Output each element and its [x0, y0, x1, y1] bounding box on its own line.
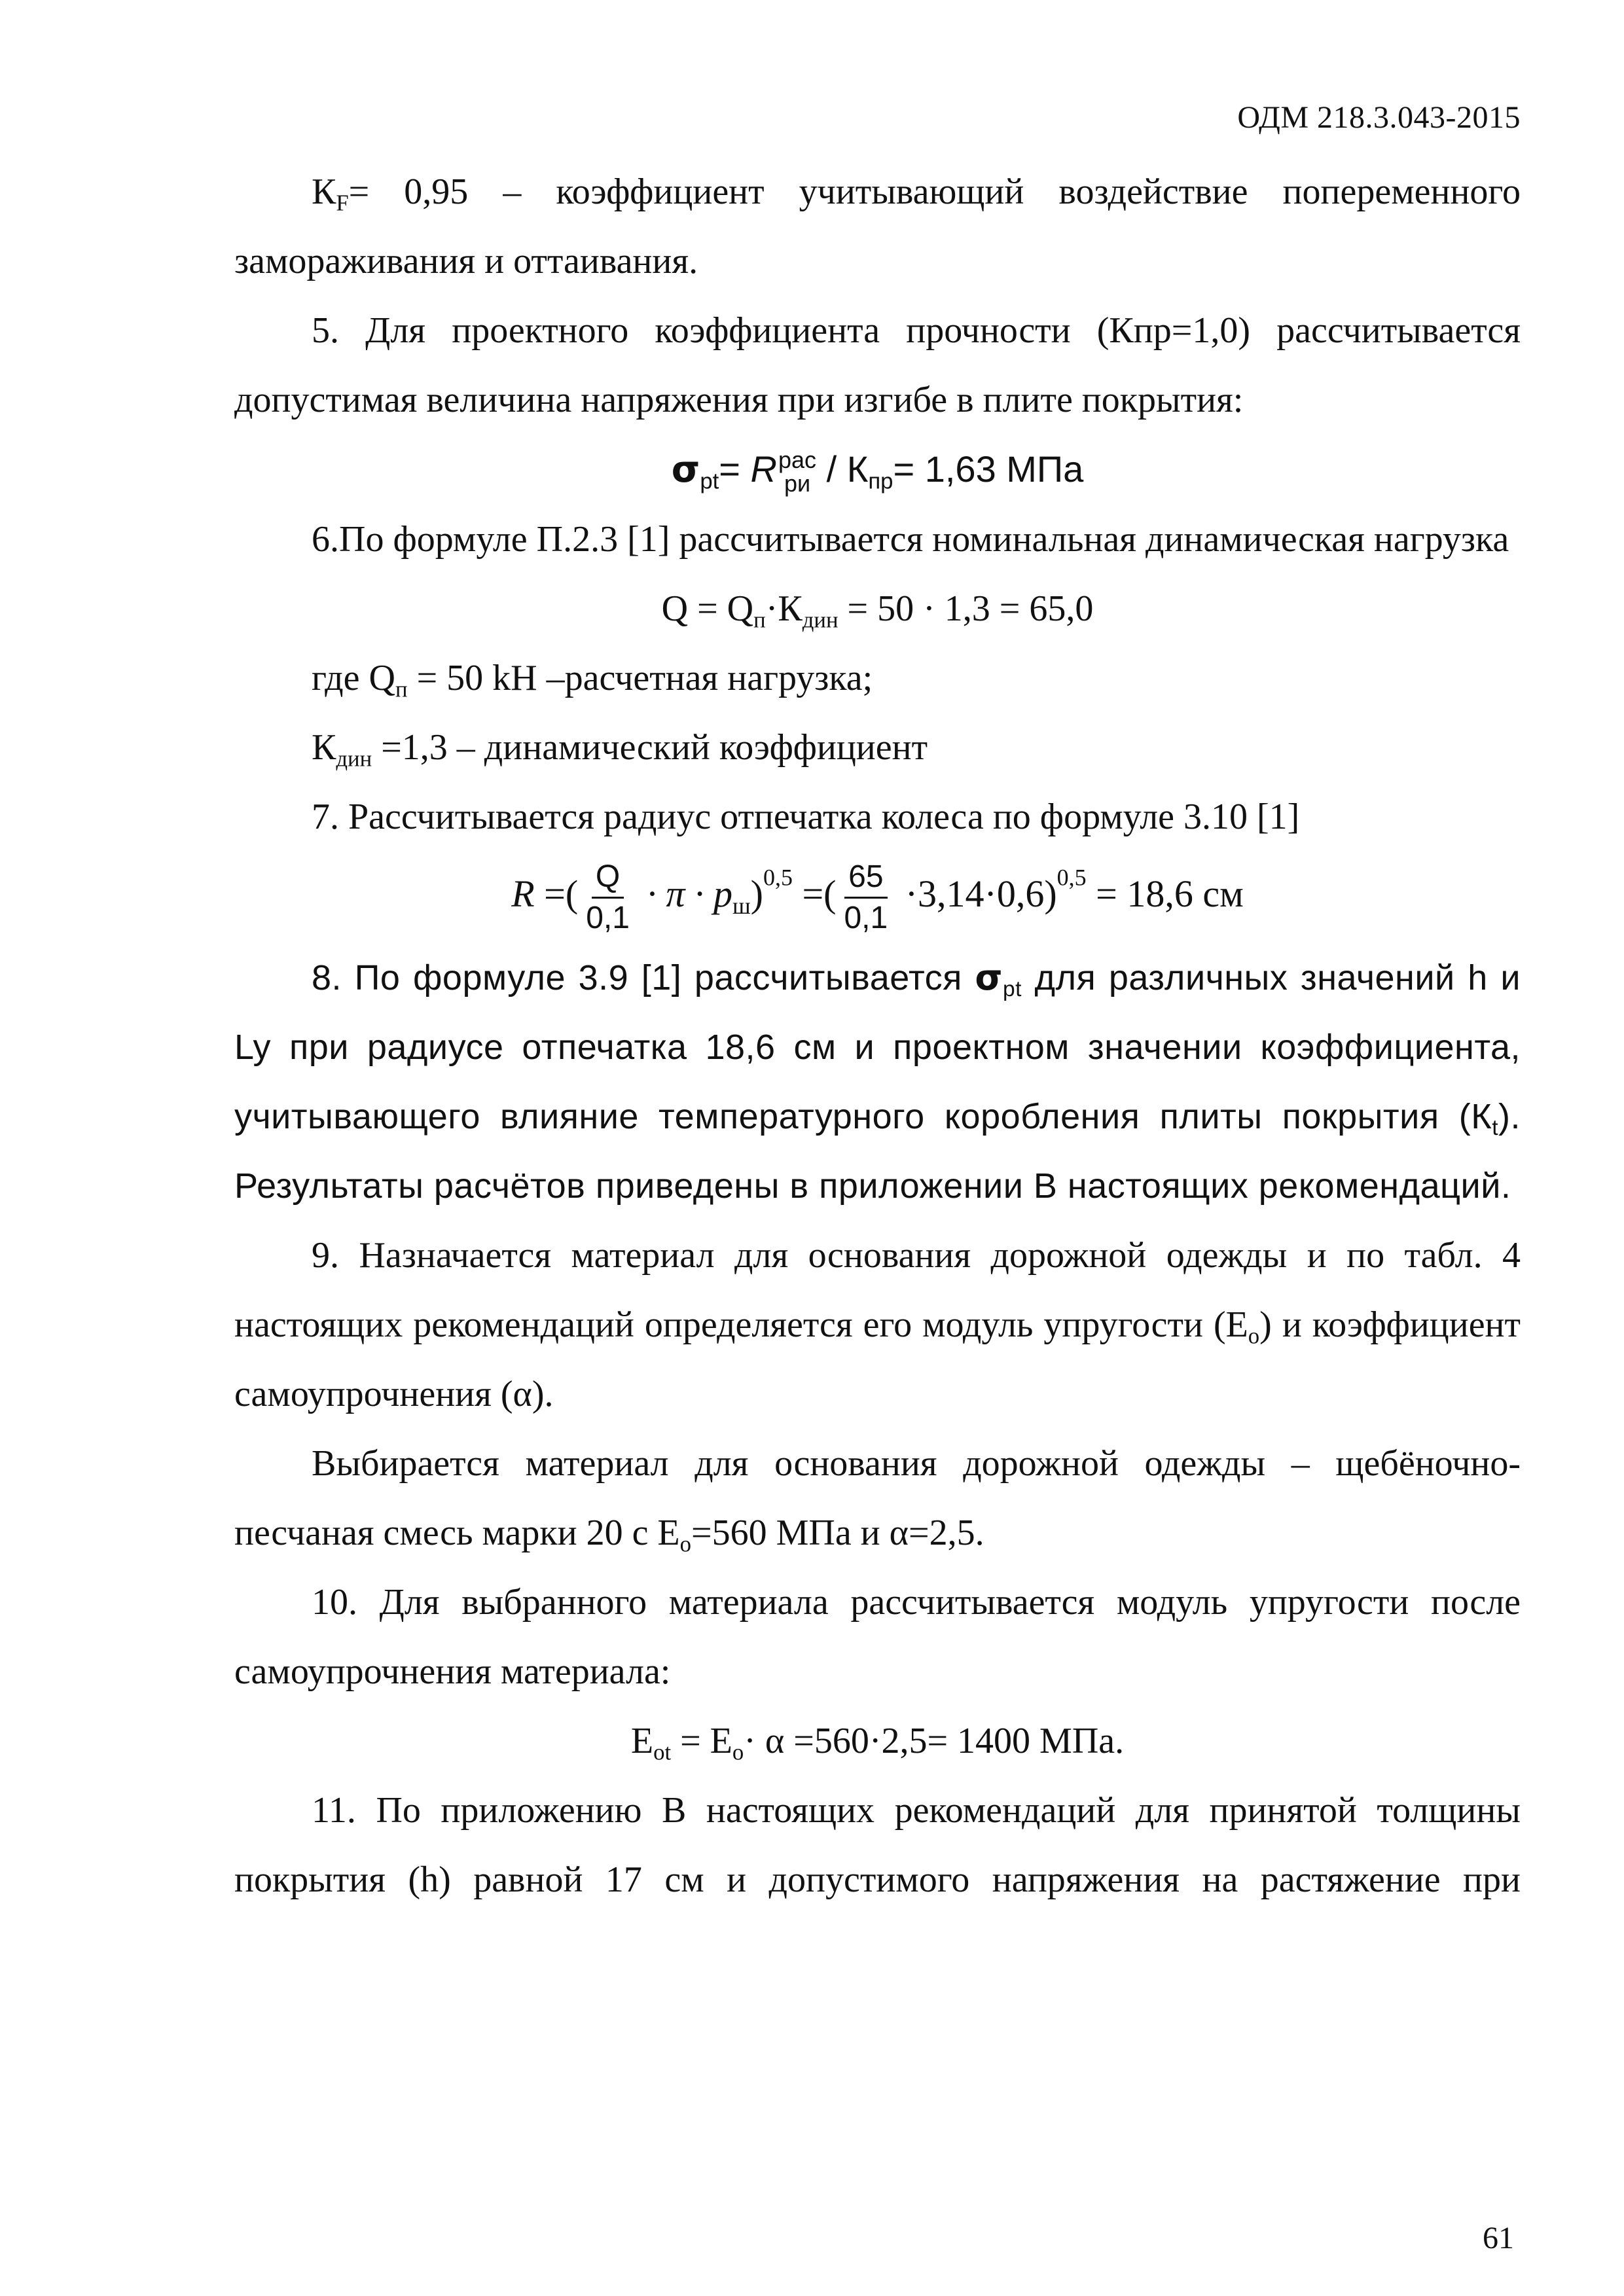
sigma-subscript: pt — [1003, 977, 1022, 1002]
r-superscript: рас — [778, 446, 817, 474]
pi-term: · π · — [637, 872, 713, 915]
e-subscript: о — [1248, 1323, 1260, 1349]
paragraph-step-5: 5. Для проектного коэффициента прочности (Кпр=1,0) рассчитывается допустимая величина напряжения при изгибе в плите покрытия: — [234, 310, 1521, 420]
k-label: К — [312, 727, 336, 768]
material-tail: =560 МПа и α=2,5. — [691, 1513, 984, 1553]
body-text — [234, 157, 1521, 1914]
k-description: =1,3 – динамический коэффициент — [372, 727, 928, 768]
k-subscript: дин — [336, 745, 372, 772]
formula-sigma-pt — [234, 435, 1521, 505]
divisor-subscript: пр — [868, 469, 893, 494]
fraction-denominator: 0,1 — [586, 901, 630, 936]
open-paren: =( — [534, 872, 579, 915]
paragraph-kf-coefficient — [234, 157, 1521, 296]
paragraph-where-q — [234, 643, 1521, 713]
formula-result: = 1,63 МПа — [893, 448, 1084, 490]
paragraph-step-6: 6.По формуле П.2.3 [1] рассчитывается номинальная динамическая нагрузка — [312, 519, 1509, 560]
formula-result: · α =560·2,5= 1400 МПа. — [744, 1721, 1125, 1761]
p-subscript: ш — [732, 892, 751, 919]
paragraph-material-choice — [234, 1429, 1521, 1568]
step-9-text: 9. Назначается материал для основания дорожной одежды и по табл. 4 настоящих рекомендаций определяется его модуль упругости (Е — [234, 1235, 1521, 1345]
e-subscript: о — [679, 1531, 691, 1557]
step-9-tail: ) и коэффициент самоупрочнения (α). — [234, 1304, 1521, 1414]
k-dyn-subscript: дин — [802, 607, 839, 633]
close-paren: ) — [750, 872, 763, 915]
step-8-intro: 8. По формуле 3.9 [1] рассчитывается — [312, 958, 975, 997]
step-8-tail: ). Результаты расчётов приведены в приложении В настоящих рекомендаций. — [234, 1097, 1521, 1206]
open-paren: =( — [792, 872, 837, 915]
r-symbol: R — [511, 872, 535, 915]
q-lhs: Q = Q — [661, 588, 754, 629]
kf-subscript: F — [336, 190, 349, 216]
multiplier-tail: ·3,14·0,6) — [895, 872, 1057, 915]
formula-dynamic-load — [234, 574, 1521, 643]
exponent: 0,5 — [763, 864, 793, 891]
kf-symbol: К — [312, 171, 336, 212]
step-8-body: для различных значений h и Ly при радиусе отпечатка 18,6 см и проектном значении коэффициента, учитывающего влияние температурного коробления плиты покрытия (К — [234, 958, 1521, 1136]
r-indices — [778, 448, 816, 495]
q-subscript: п — [395, 676, 408, 702]
equals-sign: = — [719, 448, 751, 490]
e-ot-subscript: ot — [653, 1739, 672, 1765]
q-description: = 50 kН –расчетная нагрузка; — [407, 658, 873, 698]
fraction-65 — [840, 861, 892, 934]
document-code: ОДМ 218.3.043-2015 — [1237, 100, 1521, 135]
fraction-numerator: Q — [592, 861, 624, 899]
e-ot-symbol: Е — [630, 1721, 654, 1761]
paragraph-step-11: 11. По приложению В настоящих рекомендаций для принятой толщины покрытия (h) равной 17 см и допустимого напряжения на растяжение при — [234, 1790, 1521, 1900]
paragraph-step-9 — [234, 1221, 1521, 1429]
q-label: где Q — [312, 658, 395, 698]
e-o-subscript: о — [732, 1739, 744, 1765]
formula-radius — [234, 852, 1521, 937]
paragraph-step-10: 10. Для выбранного материала рассчитывается модуль упругости после самоупрочнения материала: — [234, 1582, 1521, 1692]
e-o-symbol: = Е — [671, 1721, 732, 1761]
q-subscript: п — [753, 607, 766, 633]
fraction-q — [582, 861, 634, 934]
k-dyn-symbol: ·К — [765, 588, 803, 629]
material-text: Выбирается материал для основания дорожной одежды – щебёночно-песчаная смесь марки 20 с Е — [234, 1443, 1521, 1553]
fraction-denominator: 0,1 — [844, 901, 888, 936]
formula-result: = 50 · 1,3 = 65,0 — [838, 588, 1094, 629]
paragraph-k-dyn — [234, 713, 1521, 782]
p-symbol: p — [713, 872, 732, 915]
sigma-symbol: σ — [671, 448, 700, 491]
sigma-symbol: σ — [975, 957, 1003, 998]
r-subscript: ри — [784, 470, 811, 497]
formula-eot — [234, 1706, 1521, 1776]
kf-description: = 0,95 – коэффициент учитывающий воздействие попеременного замораживания и оттаивания. — [234, 171, 1521, 281]
sigma-subscript: pt — [700, 469, 719, 494]
page-number: 61 — [1483, 2221, 1514, 2255]
paragraph-step-7: 7. Рассчитывается радиус отпечатка колеса по формуле 3.10 [1] — [312, 797, 1300, 837]
exponent: 0,5 — [1056, 864, 1087, 891]
r-symbol: R — [750, 448, 777, 490]
fraction-numerator: 65 — [844, 861, 887, 899]
kt-subscript: t — [1492, 1116, 1498, 1141]
divisor: / К — [816, 448, 869, 490]
paragraph-step-8 — [234, 943, 1521, 1221]
formula-result: = 18,6 см — [1086, 872, 1244, 915]
